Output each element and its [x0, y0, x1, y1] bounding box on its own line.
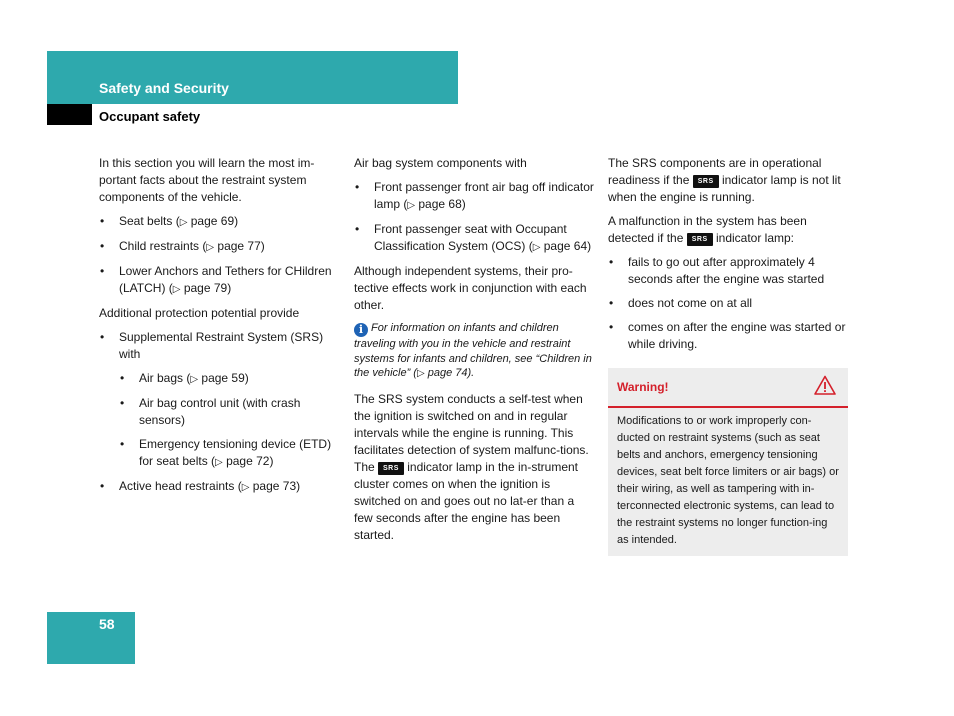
- page-ref-icon: ▷: [241, 482, 250, 493]
- info-note: i For information on infants and children traveling with you in the vehicle and restraint systems for infants and children, see “Children in the vehicle” (▷ page 74).: [354, 322, 592, 379]
- page-ref-link[interactable]: page 59): [198, 371, 249, 385]
- page-number-band: [47, 612, 135, 664]
- page-ref-icon: ▷: [190, 374, 199, 385]
- list-item: • Air bag control unit (with crash sensors): [119, 395, 337, 429]
- section-title: Safety and Security: [99, 80, 229, 96]
- page-ref-icon: ▷: [172, 284, 181, 295]
- page-ref-link[interactable]: page 79): [180, 281, 232, 295]
- list-item: • Supplemental Restraint System (SRS) with • Air bags (▷ page 59) • Air bag control unit (with crash sensors) • Emergency tensioning device (ETD) for seat belts (▷ page 72): [99, 329, 337, 471]
- warning-box: [608, 368, 848, 556]
- srs-indicator-icon: SRS: [378, 462, 404, 475]
- subsection-marker: [47, 104, 92, 125]
- column-3: [608, 155, 848, 556]
- warning-header: [608, 368, 848, 408]
- subsection-title: Occupant safety: [99, 109, 201, 124]
- warning-text: Modifications to or work improperly con-ducted on restraint systems (such as seat belts and anchors, emergency tensioning devices, seat belt force limiters or air bags) or their wiring, as well as tampering with in-terconnected electronic systems, can lead to the restraint systems no longer function-ing as intended.: [617, 415, 839, 546]
- page-ref-link[interactable]: page 77): [214, 239, 265, 253]
- list-item: • Active head restraints (▷ page 73): [99, 478, 337, 496]
- info-icon: i: [354, 323, 368, 337]
- warning-triangle-icon: [814, 375, 836, 395]
- list-item: • Front passenger seat with Occupant Classification System (OCS) (▷ page 64): [354, 221, 596, 256]
- srs-indicator-icon: SRS: [693, 175, 719, 188]
- page-ref-link[interactable]: page 73): [249, 479, 301, 493]
- warning-label: Warning!: [617, 380, 669, 394]
- malfunction-paragraph: A malfunction in the system has been detected if the SRS indicator lamp:: [608, 214, 807, 245]
- srs-indicator-icon: SRS: [687, 233, 713, 246]
- independent-paragraph: Although independent systems, their pro-tective effects work in conjunction with each other.: [354, 264, 587, 312]
- page-ref-icon: ▷: [407, 200, 416, 211]
- page-ref-link[interactable]: page 74).: [424, 367, 475, 379]
- intro-paragraph: In this section you will learn the most im-portant facts about the restraint system components of the vehicle.: [99, 156, 315, 204]
- list-item: • Front passenger front air bag off indicator lamp (▷ page 68): [354, 179, 596, 214]
- list-item: • Seat belts (▷ page 69): [99, 213, 337, 231]
- list-item: • Lower Anchors and Tethers for CHildren (LATCH) (▷ page 79): [99, 263, 337, 298]
- column-1: [99, 155, 337, 503]
- list-item: • comes on after the engine was started or while driving.: [608, 319, 848, 353]
- column-2: [354, 155, 596, 551]
- page-ref-icon: ▷: [179, 217, 188, 228]
- readiness-paragraph: The SRS components are in operational readiness if the SRS indicator lamp is not lit when the engine is running.: [608, 156, 841, 204]
- page-ref-icon: ▷: [532, 242, 541, 253]
- list-item: • Emergency tensioning device (ETD) for seat belts (▷ page 72): [119, 436, 337, 471]
- srs-sublist: [119, 370, 337, 471]
- additional-paragraph: Additional protection potential provide: [99, 306, 300, 320]
- components-intro: Air bag system components with: [354, 156, 527, 170]
- page-ref-link[interactable]: page 69): [187, 214, 239, 228]
- list-item: • Air bags (▷ page 59): [119, 370, 337, 388]
- list-item: • Child restraints (▷ page 77): [99, 238, 337, 256]
- list-item: • does not come on at all: [608, 295, 848, 312]
- header-band: [47, 51, 458, 104]
- selftest-paragraph: The SRS system conducts a self-test when the ignition is switched on and in regular intervals while the engine is running. This facilitates detection of system malfunc-tions. The SRS indicator lamp in the in-strument cluster comes on when the ignition is switched on and goes out no lat-er than a few seconds after the engine has been started.: [354, 391, 589, 542]
- malfunction-list: [608, 254, 848, 353]
- restraint-list: [99, 213, 337, 298]
- page-ref-icon: ▷: [416, 368, 425, 379]
- page-number: 58: [99, 616, 115, 632]
- srs-list: [99, 329, 337, 496]
- page-ref-link[interactable]: page 64): [540, 239, 592, 253]
- page-ref-icon: ▷: [206, 242, 215, 253]
- page-ref-link[interactable]: page 72): [222, 454, 274, 468]
- list-item: • fails to go out after approximately 4 seconds after the engine was started: [608, 254, 848, 288]
- page-ref-icon: ▷: [215, 457, 223, 468]
- components-list: [354, 179, 596, 256]
- page-ref-link[interactable]: page 68): [415, 197, 466, 211]
